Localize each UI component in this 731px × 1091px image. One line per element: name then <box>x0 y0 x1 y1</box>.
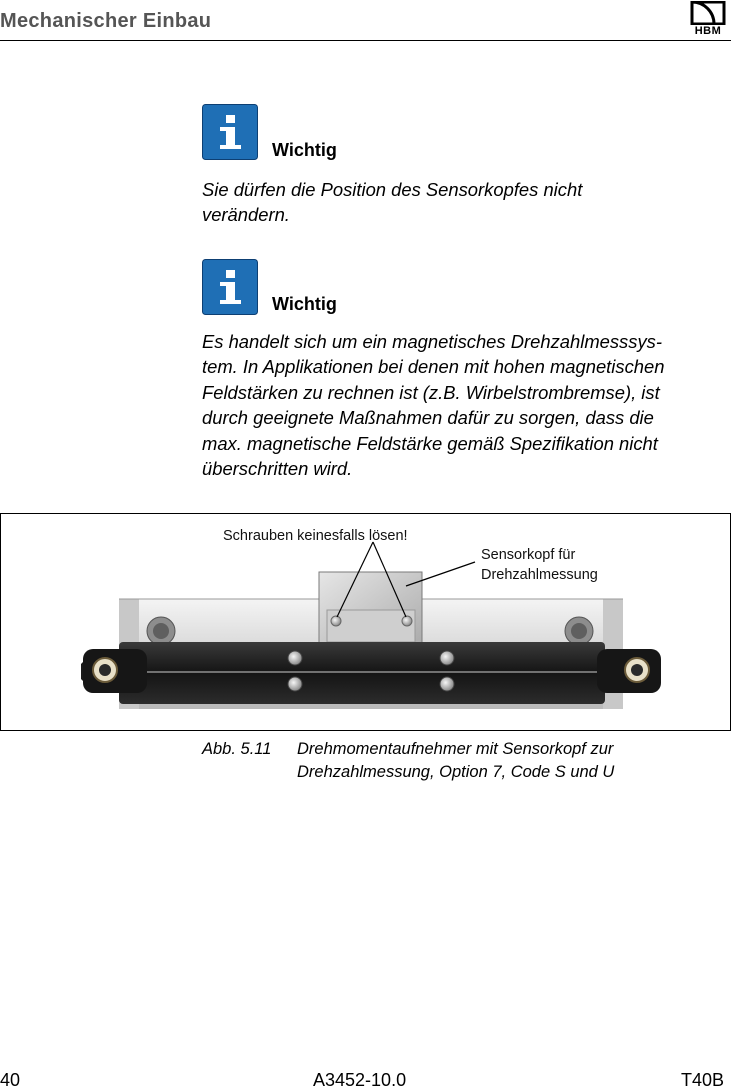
note-title: Wichtig <box>272 140 337 160</box>
header-rule <box>0 40 731 41</box>
note-line: tem. In Applikationen bei denen mit hohen magnetischen <box>202 356 665 378</box>
note-body <box>202 329 730 481</box>
note-body <box>202 177 730 228</box>
callout-line: Drehzahlmessung <box>481 567 598 583</box>
info-icon <box>202 259 258 315</box>
figure-caption-label: Abb. 5.11 <box>202 740 272 758</box>
hbm-logo <box>686 1 730 37</box>
note-line: Es handelt sich um ein magnetisches Drehzahlmesssys- <box>202 331 662 352</box>
callout-screws: Schrauben keinesfalls lösen! <box>223 528 408 544</box>
hbm-logo-mark-icon <box>686 1 730 25</box>
info-icon <box>202 104 258 160</box>
note-line: max. magnetische Feldstärke gemäß Spezifikation nicht <box>202 432 658 454</box>
callout-line: Sensorkopf für <box>481 547 576 563</box>
caption-line: Drehzahlmessung, Option 7, Code S und U <box>297 763 615 781</box>
footer-product: T40B <box>681 1070 725 1090</box>
note-line: Sie dürfen die Position des Sensorkopfes nicht <box>202 179 583 200</box>
hbm-logo-text: HBM <box>694 25 722 37</box>
caption-line: Drehmomentaufnehmer mit Sensorkopf zur <box>297 740 614 758</box>
callout-sensor-head <box>481 545 598 585</box>
footer-doc-number: A3452-10.0 <box>313 1070 407 1090</box>
page-header-title: Mechanischer Einbau <box>0 10 212 32</box>
note-line: verändern. <box>202 204 290 226</box>
note-line: überschritten wird. <box>202 458 353 480</box>
figure-frame <box>0 513 731 731</box>
note-line: Feldstärken zu rechnen ist (z.B. Wirbelstrombremse), ist <box>202 381 660 403</box>
note-title: Wichtig <box>272 294 337 314</box>
footer-page-number: 40 <box>0 1070 21 1090</box>
figure-caption-text <box>297 738 727 784</box>
note-line: durch geeignete Maßnahmen dafür zu sorgen, dass die <box>202 407 654 429</box>
torque-transducer-photo <box>1 514 730 730</box>
